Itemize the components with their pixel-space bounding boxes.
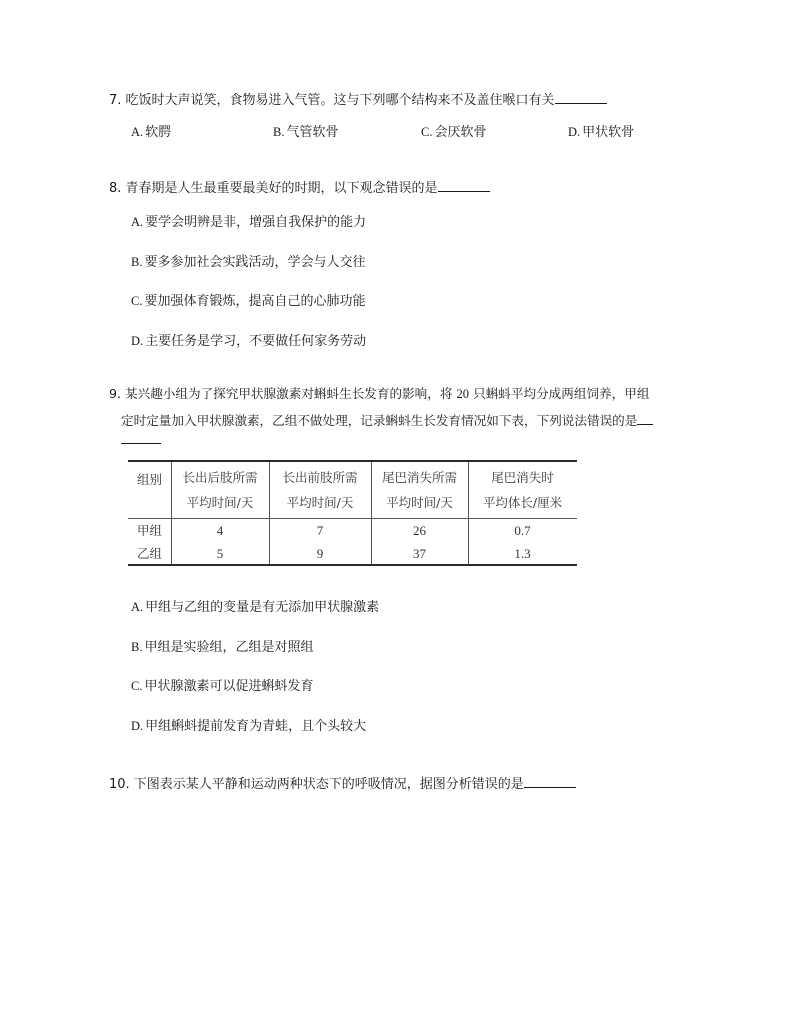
table-cell-hind: 4 bbox=[216, 523, 224, 538]
tadpole-results-table bbox=[128, 460, 577, 566]
table-cell-tail-days: 26 bbox=[413, 523, 426, 538]
table-header-tail-l2: 平均时间/天 bbox=[386, 495, 453, 510]
table-cell-length: 0.7 bbox=[514, 523, 531, 538]
question-9-option-d[interactable]: D. 甲组蝌蚪提前发育为青蛙，且个头较大 bbox=[131, 719, 367, 734]
table-header-length-l2: 平均体长/厘米 bbox=[482, 495, 563, 510]
table-cell-hind: 5 bbox=[216, 546, 224, 561]
question-9-blank-cont bbox=[121, 430, 161, 449]
table-header-length-l1: 尾巴消失时 bbox=[491, 470, 554, 485]
question-7-option-c[interactable]: C. 会厌软骨 bbox=[421, 125, 487, 140]
question-9-stem-line-1: 9. 某兴趣小组为了探究甲状腺激素对蝌蚪生长发育的影响，将 20 只蝌蚪平均分成两组饲养，甲组 bbox=[109, 386, 650, 401]
question-8-option-d[interactable]: D. 主要任务是学习，不要做任何家务劳动 bbox=[131, 334, 367, 349]
answer-blank bbox=[555, 90, 607, 104]
answer-blank bbox=[121, 430, 161, 444]
table-header-front-l2: 平均时间/天 bbox=[286, 495, 354, 510]
question-8-stem bbox=[109, 178, 490, 197]
question-7-text: 7. 吃饭时大声说笑，食物易进入气管。这与下列哪个结构来不及盖住喉口有关 bbox=[109, 93, 555, 108]
answer-blank bbox=[637, 411, 653, 425]
table-header-front-l1: 长出前肢所需 bbox=[282, 470, 358, 485]
question-8-option-c[interactable]: C. 要加强体育锻炼，提高自己的心肺功能 bbox=[131, 294, 366, 309]
question-8-option-b[interactable]: B. 要多参加社会实践活动，学会与人交往 bbox=[131, 255, 366, 270]
question-7-option-b[interactable]: B. 气管软骨 bbox=[273, 125, 339, 140]
table-cell-front: 7 bbox=[316, 523, 324, 538]
table-header-group: 组别 bbox=[136, 472, 162, 487]
question-7-option-a[interactable]: A. 软腭 bbox=[131, 125, 172, 140]
question-7-option-d[interactable]: D. 甲状软骨 bbox=[568, 125, 635, 140]
question-9-stem-line-2: 定时定量加入甲状腺激素，乙组不做处理，记录蝌蚪生长发育情况如下表，下列说法错误的是 bbox=[121, 411, 653, 429]
table-header-tail-l1: 尾巴消失所需 bbox=[381, 470, 457, 485]
table-cell-length: 1.3 bbox=[514, 546, 531, 561]
tadpole-count: 20 bbox=[456, 387, 470, 401]
question-10-text: 10. 下图表示某人平静和运动两种状态下的呼吸情况，据图分析错误的是 bbox=[109, 777, 524, 792]
question-10-stem bbox=[109, 774, 576, 793]
table-cell-group: 甲组 bbox=[136, 523, 162, 538]
question-9-option-a[interactable]: A. 甲组与乙组的变量是有无添加甲状腺激素 bbox=[131, 600, 380, 615]
question-8-text: 8. 青春期是人生最重要最美好的时期，以下观念错误的是 bbox=[109, 181, 438, 196]
answer-blank bbox=[524, 774, 576, 788]
table-cell-group: 乙组 bbox=[136, 546, 162, 561]
table-header-hind-l2: 平均时间/天 bbox=[186, 495, 254, 510]
table-header-hind-l1: 长出后肢所需 bbox=[182, 470, 258, 485]
table-cell-tail-days: 37 bbox=[413, 546, 426, 561]
table-header-divider bbox=[128, 518, 577, 519]
question-8-option-a[interactable]: A. 要学会明辨是非，增强自我保护的能力 bbox=[131, 215, 367, 230]
table-cell-front: 9 bbox=[316, 546, 324, 561]
answer-blank bbox=[438, 178, 490, 192]
question-9-option-c[interactable]: C. 甲状腺激素可以促进蝌蚪发育 bbox=[131, 679, 314, 694]
question-7-stem bbox=[109, 90, 607, 109]
question-9-option-b[interactable]: B. 甲组是实验组，乙组是对照组 bbox=[131, 640, 314, 655]
